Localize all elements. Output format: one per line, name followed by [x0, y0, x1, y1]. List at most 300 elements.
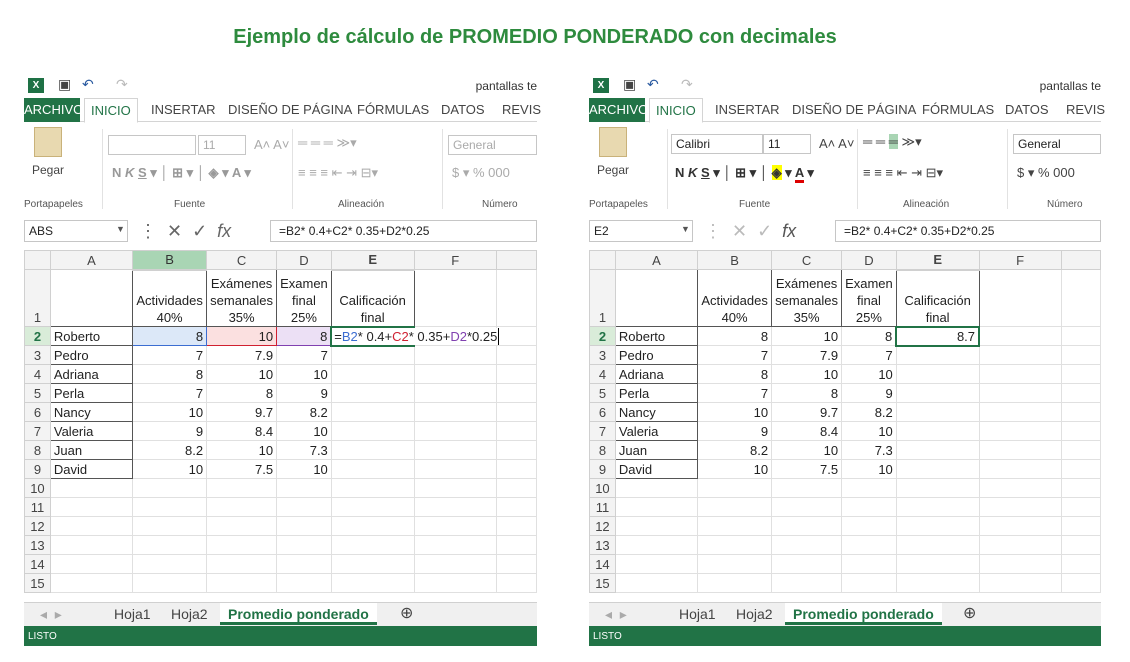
- cell-g[interactable]: [496, 441, 536, 460]
- col-header-a[interactable]: A: [615, 251, 697, 270]
- cell-e[interactable]: [896, 346, 979, 365]
- spreadsheet-grid[interactable]: [589, 250, 1101, 593]
- font-grow-icons[interactable]: A˄ A˅: [254, 137, 290, 152]
- cell-e[interactable]: [896, 365, 979, 384]
- row-header[interactable]: 10: [25, 479, 51, 498]
- sheet-tab-promedio[interactable]: Promedio ponderado: [785, 603, 942, 625]
- tab-archivo[interactable]: ARCHIVO: [589, 98, 645, 122]
- cell-f[interactable]: [979, 422, 1061, 441]
- cell-g[interactable]: [496, 403, 536, 422]
- number-format-box[interactable]: General: [448, 135, 537, 155]
- cell-empty[interactable]: [50, 479, 132, 498]
- cell-empty[interactable]: [496, 498, 536, 517]
- cell-empty[interactable]: [207, 498, 277, 517]
- cell-empty[interactable]: [496, 555, 536, 574]
- cell-f[interactable]: [979, 365, 1061, 384]
- cell-empty[interactable]: [331, 479, 414, 498]
- cell-e[interactable]: [896, 403, 979, 422]
- formula-input[interactable]: =B2* 0.4+C2* 0.35+D2*0.25: [835, 220, 1101, 242]
- cell-e1[interactable]: Calificación final: [896, 270, 979, 327]
- cell-b[interactable]: 8: [133, 365, 207, 384]
- redo-icon[interactable]: ↷: [116, 76, 128, 92]
- cell-empty[interactable]: [896, 479, 979, 498]
- row-header[interactable]: 12: [25, 517, 51, 536]
- cell-d[interactable]: 7.3: [842, 441, 897, 460]
- row-header[interactable]: 12: [590, 517, 616, 536]
- cell-name[interactable]: Nancy: [615, 403, 697, 422]
- paste-label[interactable]: Pegar: [597, 163, 630, 177]
- tab-insertar[interactable]: INSERTAR: [715, 102, 780, 117]
- cell-g[interactable]: [496, 365, 536, 384]
- cell-c[interactable]: 10: [207, 441, 277, 460]
- cell-empty[interactable]: [496, 479, 536, 498]
- cell-d[interactable]: 8: [277, 327, 332, 346]
- cell-empty[interactable]: [1061, 574, 1100, 593]
- row-header[interactable]: 10: [590, 479, 616, 498]
- cell-name[interactable]: Valeria: [50, 422, 132, 441]
- cell-empty[interactable]: [277, 555, 332, 574]
- cell-empty[interactable]: [1061, 536, 1100, 555]
- cell-empty[interactable]: [50, 498, 132, 517]
- cell-d[interactable]: 9: [277, 384, 332, 403]
- row-header[interactable]: 6: [25, 403, 51, 422]
- cell-name[interactable]: Roberto: [50, 327, 132, 346]
- formula-buttons[interactable]: ⋮ ✕ ✓ fx: [134, 221, 232, 241]
- row-header[interactable]: 1: [25, 270, 51, 327]
- cell-f[interactable]: [414, 384, 496, 403]
- cell-empty[interactable]: [896, 574, 979, 593]
- sheet-tab-hoja2[interactable]: Hoja2: [736, 606, 773, 622]
- cell-f[interactable]: [414, 422, 496, 441]
- cell-b[interactable]: 7: [698, 346, 772, 365]
- name-box[interactable]: ABS: [24, 220, 128, 242]
- cell-c[interactable]: 8: [207, 384, 277, 403]
- row-header[interactable]: 11: [25, 498, 51, 517]
- save-icon[interactable]: ▣: [58, 76, 72, 92]
- cell-d[interactable]: 10: [277, 460, 332, 479]
- font-name-box[interactable]: Calibri: [671, 134, 763, 154]
- cell-b[interactable]: 9: [698, 422, 772, 441]
- cell-c[interactable]: 8: [772, 384, 842, 403]
- row-header[interactable]: 9: [590, 460, 616, 479]
- cell-e2-result[interactable]: 8.7: [896, 327, 979, 346]
- cell-empty[interactable]: [133, 536, 207, 555]
- cell-d[interactable]: 10: [277, 365, 332, 384]
- row-header[interactable]: 6: [590, 403, 616, 422]
- row-header[interactable]: 15: [590, 574, 616, 593]
- col-header-f[interactable]: F: [979, 251, 1061, 270]
- select-all-corner[interactable]: [590, 251, 616, 270]
- row-header[interactable]: 8: [590, 441, 616, 460]
- row-header[interactable]: 7: [25, 422, 51, 441]
- redo-icon[interactable]: ↷: [681, 76, 693, 92]
- col-header-f[interactable]: F: [414, 251, 496, 270]
- cell-name[interactable]: Valeria: [615, 422, 697, 441]
- align-top-icons[interactable]: ═ ═ ═ ≫▾: [863, 134, 922, 149]
- row-header[interactable]: 7: [590, 422, 616, 441]
- cell-empty[interactable]: [615, 555, 697, 574]
- add-sheet-icon[interactable]: ⊕: [400, 605, 414, 622]
- cell-empty[interactable]: [207, 574, 277, 593]
- sheet-nav-icons[interactable]: ◂ ▸: [605, 606, 627, 622]
- row-header[interactable]: 2: [25, 327, 51, 346]
- font-style-buttons[interactable]: N K S ▾ │ ⊞ ▾ │ ◈ ▾ A ▾: [112, 165, 251, 180]
- add-sheet-icon[interactable]: ⊕: [963, 605, 977, 622]
- cell-f[interactable]: [979, 346, 1061, 365]
- row-header[interactable]: 4: [25, 365, 51, 384]
- name-box[interactable]: E2: [589, 220, 693, 242]
- cell-empty[interactable]: [842, 498, 897, 517]
- cell-d1[interactable]: Examen final 25%: [842, 270, 897, 327]
- cell-g[interactable]: [1061, 365, 1100, 384]
- cell-name[interactable]: Nancy: [50, 403, 132, 422]
- cell-g[interactable]: [1061, 460, 1100, 479]
- cell-empty[interactable]: [842, 517, 897, 536]
- cell-b[interactable]: 10: [698, 460, 772, 479]
- sheet-nav-icons[interactable]: ◂ ▸: [40, 606, 62, 622]
- cell-empty[interactable]: [842, 574, 897, 593]
- cell-empty[interactable]: [698, 555, 772, 574]
- cell-empty[interactable]: [277, 479, 332, 498]
- cell-e1[interactable]: Calificación final: [331, 270, 414, 327]
- cell-b1[interactable]: Actividades 40%: [133, 270, 207, 327]
- formula-edit-text[interactable]: [334, 328, 499, 345]
- cell-empty[interactable]: [133, 574, 207, 593]
- cell-empty[interactable]: [698, 536, 772, 555]
- cell-empty[interactable]: [496, 574, 536, 593]
- cell-a1[interactable]: [615, 270, 697, 327]
- cell-empty[interactable]: [50, 517, 132, 536]
- cell-empty[interactable]: [207, 555, 277, 574]
- cell-g[interactable]: [496, 327, 536, 346]
- cell-empty[interactable]: [772, 574, 842, 593]
- cell-a1[interactable]: [50, 270, 132, 327]
- spreadsheet-grid[interactable]: [24, 250, 537, 593]
- cell-empty[interactable]: [331, 555, 414, 574]
- cell-empty[interactable]: [698, 574, 772, 593]
- col-header-g[interactable]: [1061, 251, 1100, 270]
- tab-datos[interactable]: DATOS: [1005, 102, 1049, 117]
- cell-name[interactable]: Juan: [615, 441, 697, 460]
- col-header-g[interactable]: [496, 251, 536, 270]
- cell-g[interactable]: [1061, 403, 1100, 422]
- cell-e2-editing[interactable]: [331, 327, 498, 346]
- cell-empty[interactable]: [133, 498, 207, 517]
- tab-formulas[interactable]: FÓRMULAS: [357, 102, 430, 117]
- cell-f[interactable]: [414, 403, 496, 422]
- cell-empty[interactable]: [331, 536, 414, 555]
- formula-input[interactable]: =B2* 0.4+C2* 0.35+D2*0.25: [270, 220, 537, 242]
- cell-empty[interactable]: [772, 498, 842, 517]
- cell-empty[interactable]: [133, 479, 207, 498]
- col-header-b[interactable]: B: [133, 251, 207, 270]
- cell-c[interactable]: 10: [772, 365, 842, 384]
- cell-empty[interactable]: [979, 517, 1061, 536]
- row-header[interactable]: 5: [25, 384, 51, 403]
- number-format-box[interactable]: General: [1013, 134, 1101, 154]
- cell-d[interactable]: 10: [842, 365, 897, 384]
- tab-revisar[interactable]: REVIS: [502, 102, 542, 117]
- cell-empty[interactable]: [1061, 555, 1100, 574]
- cell-name[interactable]: David: [615, 460, 697, 479]
- cell-empty[interactable]: [979, 536, 1061, 555]
- row-header[interactable]: 4: [590, 365, 616, 384]
- cell-empty[interactable]: [331, 517, 414, 536]
- sheet-tab-promedio[interactable]: Promedio ponderado: [220, 603, 377, 625]
- cell-e[interactable]: [896, 384, 979, 403]
- font-name-box[interactable]: [108, 135, 196, 155]
- cell-c1[interactable]: Exámenes semanales 35%: [207, 270, 277, 327]
- row-header[interactable]: 11: [590, 498, 616, 517]
- cell-b[interactable]: 7: [133, 384, 207, 403]
- cell-f1[interactable]: [979, 270, 1061, 327]
- cell-d[interactable]: 9: [842, 384, 897, 403]
- tab-insertar[interactable]: INSERTAR: [151, 102, 216, 117]
- cell-empty[interactable]: [896, 517, 979, 536]
- font-size-box[interactable]: 11: [763, 134, 811, 154]
- cell-empty[interactable]: [414, 517, 496, 536]
- cell-empty[interactable]: [698, 498, 772, 517]
- cell-empty[interactable]: [615, 498, 697, 517]
- col-header-c[interactable]: C: [772, 251, 842, 270]
- cell-empty[interactable]: [698, 517, 772, 536]
- cell-empty[interactable]: [331, 574, 414, 593]
- cell-name[interactable]: Pedro: [50, 346, 132, 365]
- cell-name[interactable]: Juan: [50, 441, 132, 460]
- cell-e[interactable]: [331, 403, 414, 422]
- number-buttons[interactable]: $ ▾ % 000: [1017, 165, 1075, 180]
- cell-d[interactable]: 8.2: [277, 403, 332, 422]
- cell-empty[interactable]: [842, 536, 897, 555]
- cell-empty[interactable]: [50, 574, 132, 593]
- cell-f[interactable]: [414, 346, 496, 365]
- cell-e[interactable]: [331, 441, 414, 460]
- cell-g[interactable]: [1061, 327, 1100, 346]
- cell-b[interactable]: 8: [698, 365, 772, 384]
- chevron-down-icon[interactable]: ▼: [116, 224, 125, 234]
- cell-empty[interactable]: [615, 479, 697, 498]
- col-header-d[interactable]: D: [277, 251, 332, 270]
- row-header[interactable]: 14: [25, 555, 51, 574]
- cell-e[interactable]: [896, 422, 979, 441]
- cell-f[interactable]: [979, 327, 1061, 346]
- row-header[interactable]: 3: [25, 346, 51, 365]
- align-bottom-icons[interactable]: ≡ ≡ ≡ ⇤ ⇥ ⊟▾: [298, 165, 379, 180]
- formula-buttons[interactable]: ⋮ ✕ ✓ fx: [699, 221, 797, 241]
- cell-c[interactable]: 9.7: [772, 403, 842, 422]
- cell-name[interactable]: Perla: [50, 384, 132, 403]
- font-size-box[interactable]: 11: [198, 135, 246, 155]
- cell-b[interactable]: 8: [698, 327, 772, 346]
- cell-empty[interactable]: [414, 536, 496, 555]
- cell-d[interactable]: 7: [277, 346, 332, 365]
- cell-empty[interactable]: [414, 555, 496, 574]
- cell-empty[interactable]: [698, 479, 772, 498]
- cell-empty[interactable]: [207, 479, 277, 498]
- row-header[interactable]: 8: [25, 441, 51, 460]
- cell-b[interactable]: 8: [133, 327, 207, 346]
- cell-b[interactable]: 10: [698, 403, 772, 422]
- cell-b[interactable]: 9: [133, 422, 207, 441]
- number-buttons[interactable]: $ ▾ % 000: [452, 165, 510, 180]
- row-header[interactable]: 15: [25, 574, 51, 593]
- cell-empty[interactable]: [615, 536, 697, 555]
- cell-e[interactable]: [331, 422, 414, 441]
- tab-inicio[interactable]: INICIO: [649, 98, 703, 123]
- cell-empty[interactable]: [414, 479, 496, 498]
- cell-d[interactable]: 10: [842, 422, 897, 441]
- cell-g1[interactable]: [496, 270, 536, 327]
- sheet-tab-hoja1[interactable]: Hoja1: [114, 606, 151, 622]
- cell-empty[interactable]: [496, 536, 536, 555]
- cell-empty[interactable]: [896, 536, 979, 555]
- cell-empty[interactable]: [496, 517, 536, 536]
- cell-c1[interactable]: Exámenes semanales 35%: [772, 270, 842, 327]
- cell-e[interactable]: [896, 460, 979, 479]
- tab-diseno[interactable]: DISEÑO DE PÁGINA: [228, 102, 353, 117]
- select-all-corner[interactable]: [25, 251, 51, 270]
- cell-name[interactable]: David: [50, 460, 132, 479]
- tab-diseno[interactable]: DISEÑO DE PÁGINA: [792, 102, 917, 117]
- cell-c[interactable]: 9.7: [207, 403, 277, 422]
- cell-d1[interactable]: Examen final 25%: [277, 270, 332, 327]
- cell-c[interactable]: 10: [772, 327, 842, 346]
- cell-f[interactable]: [979, 403, 1061, 422]
- cell-e[interactable]: [896, 441, 979, 460]
- cell-g[interactable]: [496, 422, 536, 441]
- cell-empty[interactable]: [1061, 479, 1100, 498]
- cell-empty[interactable]: [979, 555, 1061, 574]
- cell-name[interactable]: Adriana: [615, 365, 697, 384]
- cell-b[interactable]: 7: [698, 384, 772, 403]
- cell-empty[interactable]: [331, 498, 414, 517]
- cell-empty[interactable]: [414, 574, 496, 593]
- cell-g[interactable]: [1061, 346, 1100, 365]
- cell-name[interactable]: Pedro: [615, 346, 697, 365]
- paste-icon[interactable]: [599, 127, 627, 157]
- font-style-buttons[interactable]: N K S ▾ │ ⊞ ▾ │ ◈ ▾ A ▾: [675, 165, 814, 181]
- tab-formulas[interactable]: FÓRMULAS: [922, 102, 995, 117]
- cell-d[interactable]: 10: [842, 460, 897, 479]
- cell-empty[interactable]: [772, 555, 842, 574]
- cell-empty[interactable]: [133, 555, 207, 574]
- row-header[interactable]: 14: [590, 555, 616, 574]
- cell-g[interactable]: [1061, 422, 1100, 441]
- paste-label[interactable]: Pegar: [32, 163, 65, 177]
- cell-e[interactable]: [331, 460, 414, 479]
- cell-d[interactable]: 8.2: [842, 403, 897, 422]
- cell-empty[interactable]: [979, 498, 1061, 517]
- cell-empty[interactable]: [772, 479, 842, 498]
- undo-icon[interactable]: ↶: [82, 76, 94, 92]
- sheet-tab-hoja1[interactable]: Hoja1: [679, 606, 716, 622]
- cell-d[interactable]: 8: [842, 327, 897, 346]
- chevron-down-icon[interactable]: ▼: [681, 224, 690, 234]
- save-icon[interactable]: ▣: [623, 76, 637, 92]
- row-header[interactable]: 13: [590, 536, 616, 555]
- cell-d[interactable]: 7: [842, 346, 897, 365]
- align-bottom-icons[interactable]: ≡ ≡ ≡ ⇤ ⇥ ⊟▾: [863, 165, 944, 180]
- cell-d[interactable]: 10: [277, 422, 332, 441]
- cell-empty[interactable]: [277, 517, 332, 536]
- cell-empty[interactable]: [615, 517, 697, 536]
- row-header[interactable]: 2: [590, 327, 616, 346]
- undo-icon[interactable]: ↶: [647, 76, 659, 92]
- cell-empty[interactable]: [133, 517, 207, 536]
- cell-b[interactable]: 10: [133, 460, 207, 479]
- cell-f[interactable]: [414, 460, 496, 479]
- cell-g1[interactable]: [1061, 270, 1100, 327]
- cell-empty[interactable]: [50, 536, 132, 555]
- cell-f1[interactable]: [414, 270, 496, 327]
- row-header[interactable]: 1: [590, 270, 616, 327]
- cell-c[interactable]: 8.4: [772, 422, 842, 441]
- cell-f[interactable]: [414, 365, 496, 384]
- col-header-c[interactable]: C: [207, 251, 277, 270]
- col-header-e[interactable]: E: [331, 251, 414, 270]
- col-header-d[interactable]: D: [842, 251, 897, 270]
- cell-g[interactable]: [1061, 441, 1100, 460]
- cell-c[interactable]: 10: [207, 327, 277, 346]
- sheet-tab-hoja2[interactable]: Hoja2: [171, 606, 208, 622]
- cell-g[interactable]: [496, 460, 536, 479]
- cell-c[interactable]: 8.4: [207, 422, 277, 441]
- cell-c[interactable]: 7.5: [772, 460, 842, 479]
- cell-c[interactable]: 10: [207, 365, 277, 384]
- cell-empty[interactable]: [207, 536, 277, 555]
- cell-g[interactable]: [496, 346, 536, 365]
- cell-empty[interactable]: [1061, 517, 1100, 536]
- cell-c[interactable]: 10: [772, 441, 842, 460]
- tab-archivo[interactable]: ARCHIVO: [24, 98, 80, 122]
- cell-b1[interactable]: Actividades 40%: [698, 270, 772, 327]
- cell-c[interactable]: 7.9: [772, 346, 842, 365]
- cell-empty[interactable]: [772, 536, 842, 555]
- cell-e[interactable]: [331, 365, 414, 384]
- cell-g[interactable]: [1061, 384, 1100, 403]
- cell-empty[interactable]: [896, 498, 979, 517]
- cell-empty[interactable]: [896, 555, 979, 574]
- cell-empty[interactable]: [414, 498, 496, 517]
- cell-f[interactable]: [979, 460, 1061, 479]
- row-header[interactable]: 5: [590, 384, 616, 403]
- cell-empty[interactable]: [207, 517, 277, 536]
- cell-empty[interactable]: [1061, 498, 1100, 517]
- cell-empty[interactable]: [979, 574, 1061, 593]
- cell-f[interactable]: [979, 384, 1061, 403]
- cell-empty[interactable]: [979, 479, 1061, 498]
- cell-empty[interactable]: [842, 555, 897, 574]
- cell-c[interactable]: 7.5: [207, 460, 277, 479]
- cell-f[interactable]: [414, 441, 496, 460]
- cell-f[interactable]: [979, 441, 1061, 460]
- cell-name[interactable]: Perla: [615, 384, 697, 403]
- row-header[interactable]: 13: [25, 536, 51, 555]
- cell-empty[interactable]: [50, 555, 132, 574]
- cell-b[interactable]: 8.2: [133, 441, 207, 460]
- cell-b[interactable]: 8.2: [698, 441, 772, 460]
- col-header-b[interactable]: B: [698, 251, 772, 270]
- cell-d[interactable]: 7.3: [277, 441, 332, 460]
- cell-b[interactable]: 10: [133, 403, 207, 422]
- row-header[interactable]: 9: [25, 460, 51, 479]
- cell-empty[interactable]: [277, 498, 332, 517]
- font-grow-icons[interactable]: A˄ A˅: [819, 136, 855, 151]
- col-header-e[interactable]: E: [896, 251, 979, 270]
- cell-e[interactable]: [331, 384, 414, 403]
- align-top-icons[interactable]: ═ ═ ═ ≫▾: [298, 135, 357, 150]
- cell-empty[interactable]: [277, 574, 332, 593]
